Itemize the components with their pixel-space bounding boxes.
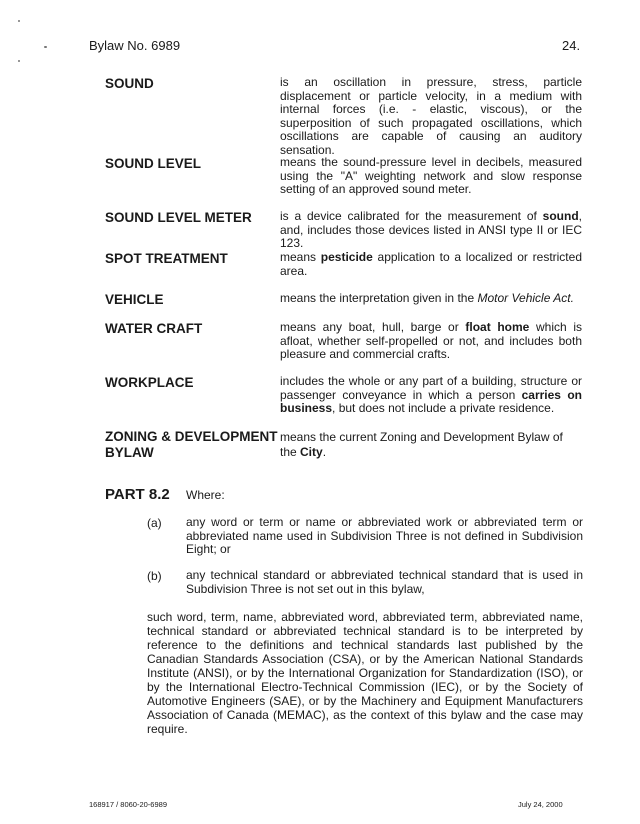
bylaw-number: Bylaw No. 6989	[89, 38, 181, 53]
definition-term: SOUND LEVEL METER	[105, 210, 252, 225]
scan-speck	[18, 20, 20, 22]
scan-speck	[44, 46, 47, 48]
file-reference: 168917 / 8060-20-6989	[89, 800, 167, 809]
definition-term: WATER CRAFT	[105, 321, 203, 336]
definition-term: SOUND LEVEL	[105, 156, 202, 171]
document-date: July 24, 2000	[518, 800, 563, 809]
definition-term: SOUND	[105, 76, 154, 91]
page-number: 24.	[562, 38, 581, 53]
definition-text: is a device calibrated for the measurement of sound, and, includes those devices listed in ANSI type II or IEC 123.	[280, 209, 582, 251]
definition-term: SPOT TREATMENT	[105, 251, 228, 266]
clause-label: (a)	[147, 516, 162, 530]
definition-text: means the interpretation given in the Motor Vehicle Act.	[280, 291, 574, 305]
definition-term: ZONING & DEVELOPMENT BYLAW	[105, 429, 278, 460]
definition-term: WORKPLACE	[105, 375, 194, 390]
scan-speck	[18, 60, 20, 62]
definition-text: means the sound-pressure level in decibels, measured using the "A" weighting network and slow response setting of an approved sound meter.	[280, 155, 582, 197]
definition-text: means any boat, hull, barge or float home which is afloat, whether self-propelled or not, and includes both pleasure and commercial crafts.	[280, 320, 583, 362]
clause-text: any word or term or name or abbreviated work or abbreviated term or abbreviated name used in Subdivision Three is not defined in Subdivision Eight; or	[186, 515, 583, 557]
definition-text: includes the whole or any part of a building, structure or passenger conveyance in which a person carries on business, but does not include a private residence.	[280, 374, 582, 416]
clause-text: any technical standard or abbreviated technical standard that is used in Subdivision Three is not set out in this bylaw,	[186, 568, 583, 596]
part-intro: Where:	[186, 488, 225, 502]
definition-term: VEHICLE	[105, 292, 164, 307]
closing-paragraph: such word, term, name, abbreviated word, abbreviated term, abbreviated name, technical standard or abbreviated technical standard is to be interpreted by reference to the definitions and technical standards last published by the Canadian Standards Association (CSA), or by the American National Standards Institute (ANSI), or by the International Organization for Standardization (ISO), or by the International Electro-Technical Commission (IEC), or by the Society of Automotive Engineers (SAE), or by the Machinery and Equipment Manufacturers Association of Canada (MEMAC), as the context of this bylaw and the case may require.	[147, 610, 583, 736]
part-heading: PART 8.2	[105, 486, 170, 503]
definition-text: is an oscillation in pressure, stress, particle displacement or particle velocity, in a medium with internal forces (i.e. - elastic, viscous), or the superposition of such propagated oscillations, which oscillations are capable of causing an auditory sensation.	[280, 75, 582, 157]
definition-text: means pesticide application to a localized or restricted area.	[280, 250, 582, 278]
clause-label: (b)	[147, 569, 162, 583]
definition-text: means the current Zoning and Development Bylaw of the City.	[280, 430, 563, 459]
